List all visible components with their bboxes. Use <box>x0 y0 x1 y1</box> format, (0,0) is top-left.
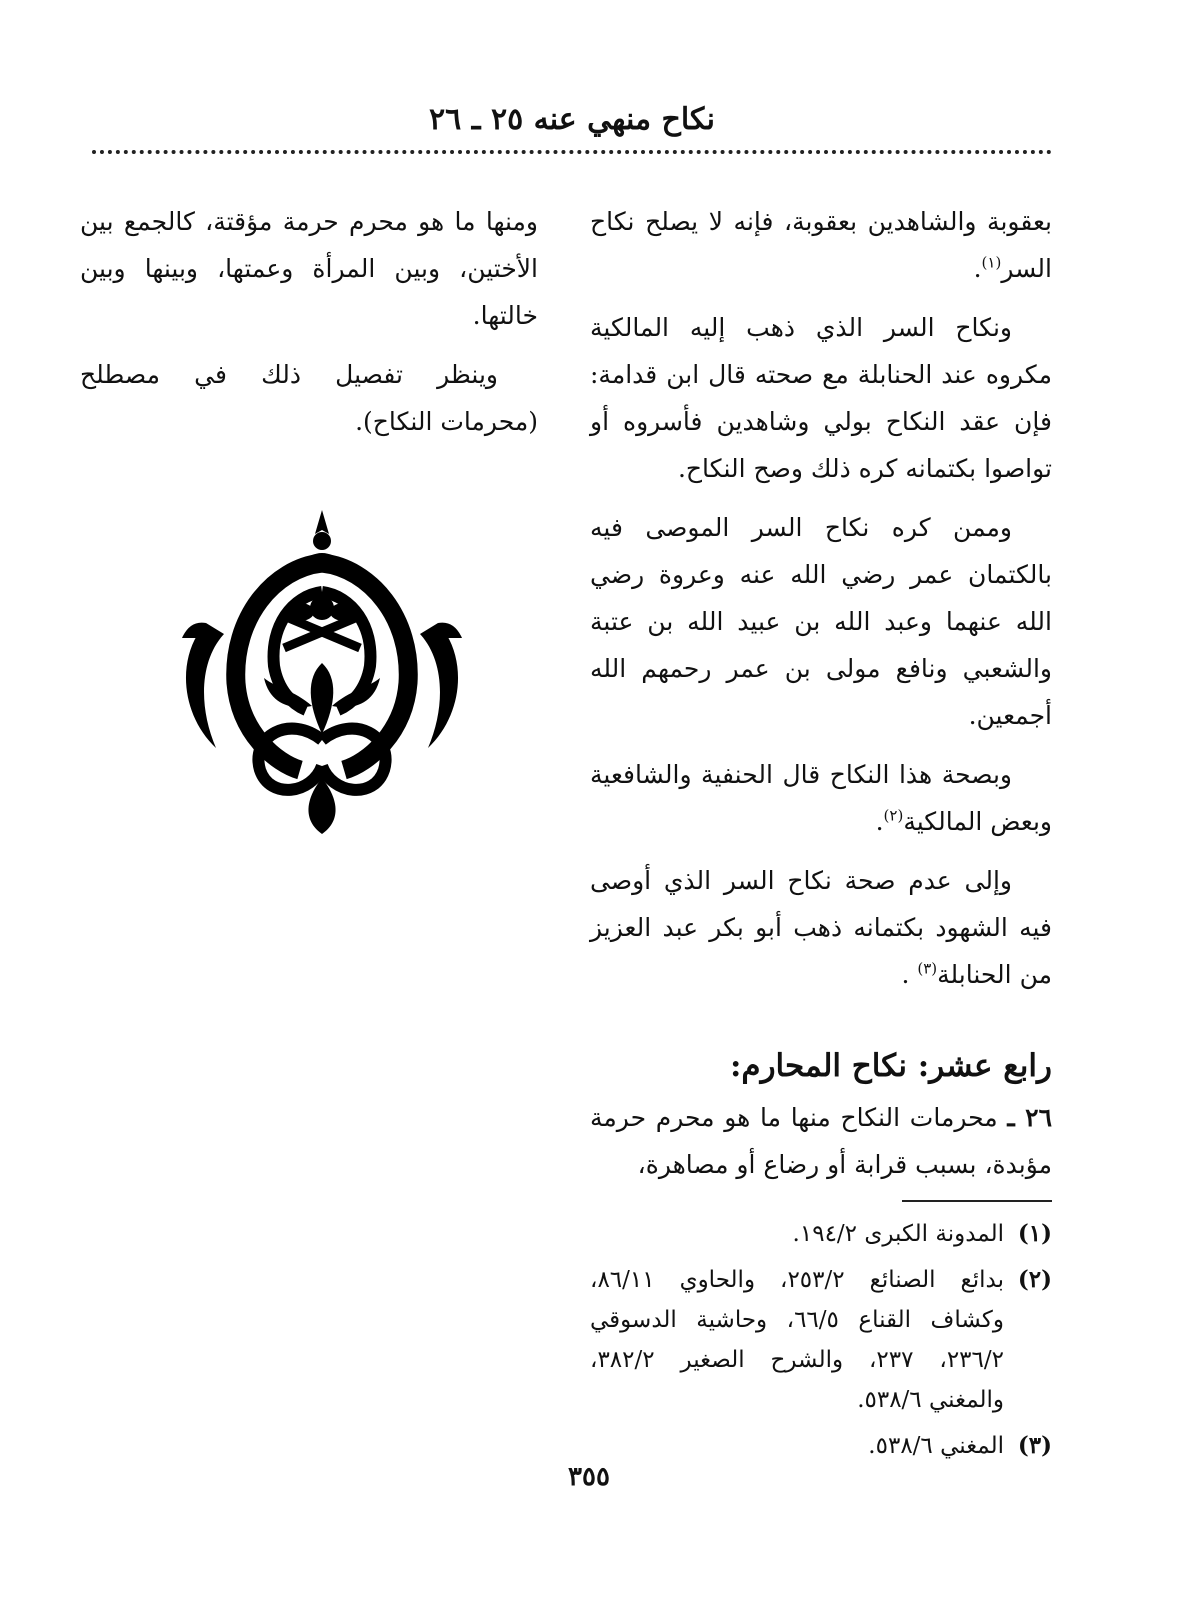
footnote-mark: (٢) <box>1017 1266 1052 1293</box>
arabesque-ornament-icon <box>172 508 472 838</box>
footnote-ref: (٢) <box>883 806 904 825</box>
footnote <box>590 1214 1052 1254</box>
section-title: رابع عشر: نكاح المحارم: <box>729 1048 1052 1084</box>
footnote-text: بدائع الصنائع ٢٥٣/٢، والحاوي ٨٦/١١، وكشاف القناع ٦٦/٥، وحاشية الدسوقي ٢٣٦/٢، ٢٣٧، والشرح الصغير ٣٨٢/٢، والمغني ٥٣٨/٦. <box>590 1267 1004 1413</box>
paragraph-end: . <box>875 807 884 836</box>
paragraph-number: ٢٦ ـ <box>1007 1103 1052 1132</box>
footnote-ref: (٣) <box>917 959 938 978</box>
paragraph <box>590 857 1052 998</box>
right-column <box>590 198 1052 1472</box>
paragraph: وينظر تفصيل ذلك في مصطلح (محرمات النكاح). <box>80 360 538 436</box>
paragraph-end: . <box>973 254 982 283</box>
page-number: ٣٥٥ <box>568 1462 610 1492</box>
footnote-mark: (١) <box>1017 1220 1052 1247</box>
paragraph-text: وبصحة هذا النكاح قال الحنفية والشافعية وبعض المالكية <box>590 760 1052 836</box>
paragraph-text: وإلى عدم صحة نكاح السر الذي أوصى فيه الشهود بكتمانه ذهب أبو بكر عبد العزيز من الحنابلة <box>590 866 1052 989</box>
paragraph: وممن كره نكاح السر الموصى فيه بالكتمان عمر رضي الله عنه وعروة رضي الله عنهما وعبد الله بن عبيد الله بن عتبة والشعبي ونافع مولى بن عمر رحمهم الله أجمعين. <box>590 513 1052 730</box>
paragraph: ومنها ما هو محرم حرمة مؤقتة، كالجمع بين الأختين، وبين المرأة وعمتها، وبينها وبين خالتها. <box>80 207 538 330</box>
footnote-text: المدونة الكبرى ١٩٤/٢. <box>792 1221 1004 1247</box>
footnote-divider <box>902 1200 1052 1202</box>
footnote <box>590 1426 1052 1466</box>
footnotes <box>590 1214 1052 1466</box>
paragraph: ونكاح السر الذي ذهب إليه المالكية مكروه عند الحنابلة مع صحته قال ابن قدامة: فإن عقد النكاح بولي وشاهدين فأسروه أو تواصوا بكتمانه كره ذلك وصح النكاح. <box>590 313 1052 483</box>
paragraph-text: بعقوبة والشاهدين بعقوبة، فإنه لا يصلح نكاح السر <box>590 207 1052 283</box>
footnote-ref: (١) <box>981 253 1002 272</box>
footnote <box>590 1260 1052 1420</box>
footnote-mark: (٣) <box>1017 1432 1052 1459</box>
left-column <box>80 198 538 457</box>
header-divider <box>92 150 1052 154</box>
paragraph <box>590 1094 1052 1188</box>
paragraph <box>590 198 1052 292</box>
running-title: نكاح منهي عنه ٢٥ ـ ٢٦ <box>429 102 715 137</box>
paragraph-end: . <box>901 960 918 989</box>
footnote-text: المغني ٥٣٨/٦. <box>868 1433 1004 1459</box>
paragraph <box>590 751 1052 845</box>
paragraph-text: محرمات النكاح منها ما هو محرم حرمة مؤبدة، بسبب قرابة أو رضاع أو مصاهرة، <box>590 1103 1052 1179</box>
